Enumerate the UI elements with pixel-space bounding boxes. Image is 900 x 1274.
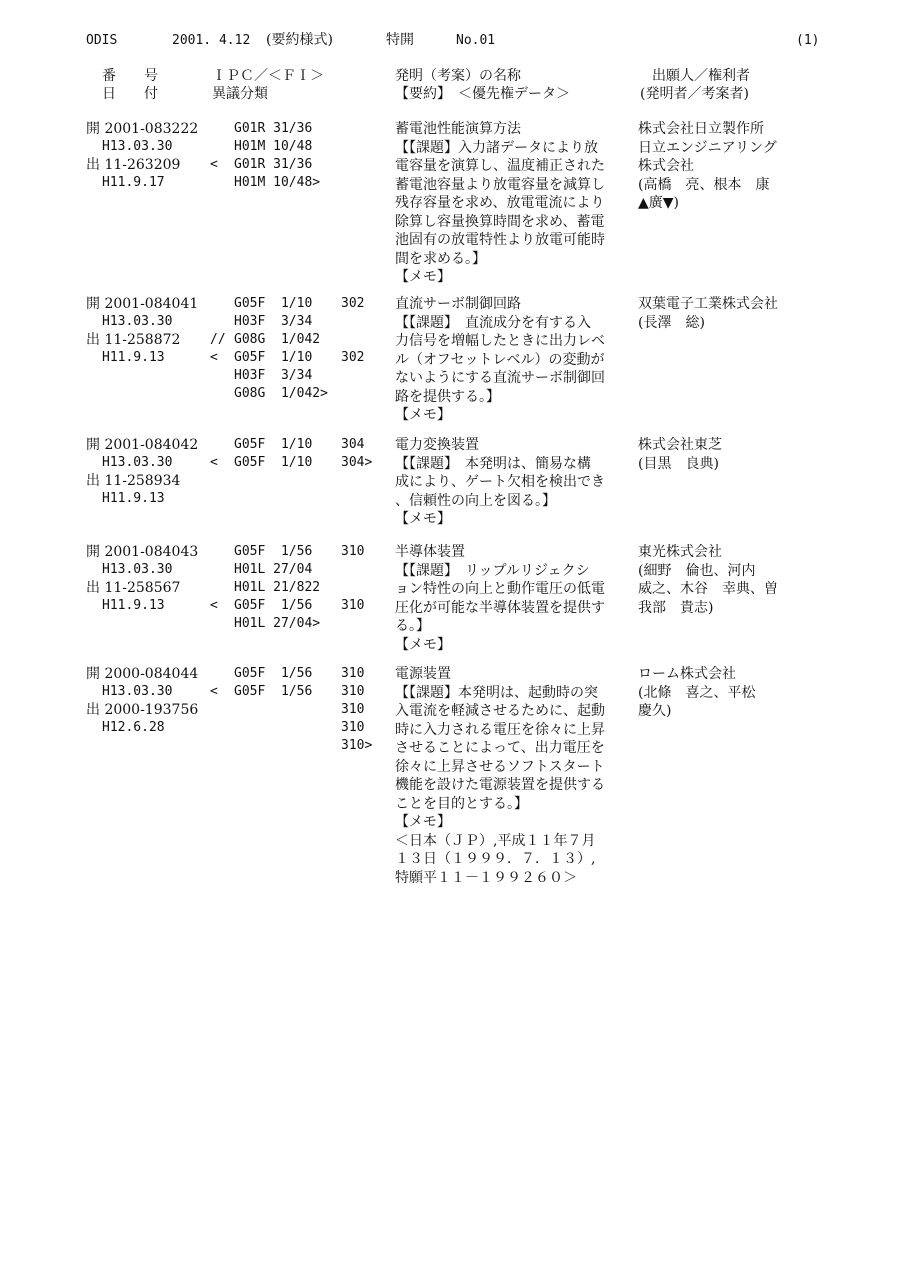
summary-line: 機能を設けた電源装置を提供する — [395, 777, 605, 793]
inventor-line: 威之、木谷 幸典、曽 — [638, 581, 778, 597]
ipc-code: H01L 27/04 — [234, 562, 313, 577]
app-date: H12.6.28 — [102, 720, 165, 735]
ipc-code: G05F 1/56 — [234, 544, 313, 559]
ipc-marker — [210, 295, 226, 313]
summary-line: 成により、ゲート欠相を検出でき — [395, 474, 605, 490]
priority-data-line: 特願平１１－１９９２６０＞ — [395, 869, 577, 886]
pub-number: 開 2001-083222 — [86, 121, 199, 137]
pub-number: 開 2000-084044 — [86, 666, 199, 682]
memo-label: 【メモ】 — [395, 814, 451, 830]
pub-date: H13.03.30 — [102, 684, 173, 699]
ipc-code: G01R 31/36 — [234, 121, 313, 136]
header-system: ODIS — [86, 33, 118, 48]
ipc-marker — [210, 367, 226, 385]
app-date: H11.9.13 — [102, 598, 165, 613]
applicant-line: 日立エンジニアリング — [638, 139, 777, 156]
inventor-line: (目黒 良典) — [638, 455, 719, 472]
ipc-marker: < — [210, 455, 218, 470]
applicant — [638, 120, 813, 213]
priority-data-line: １３日（１９９９．７．１３）, — [395, 851, 596, 867]
summary-line: 【【課題】入力諸データにより放 — [395, 139, 598, 156]
col-number-label: 番 号 — [102, 68, 158, 84]
col-summary-label: 【要約】 ＜優先権データ＞ — [395, 86, 570, 102]
ipc-marker — [210, 665, 218, 683]
ipc-marker — [210, 138, 218, 156]
memo-label: 【メモ】 — [395, 511, 451, 527]
priority-data-line: ＜日本（ＪＰ）,平成１１年７月 — [395, 832, 596, 849]
header-number: No.01 — [456, 33, 496, 48]
inventor-line: (長澤 総) — [638, 314, 705, 331]
inventor-line: 我部 貴志) — [638, 599, 714, 616]
app-number: 出 11-258872 — [86, 332, 181, 348]
ipc-code: G05F 1/10 — [234, 455, 313, 470]
inventor-line: (高橋 亮、根本 康 — [638, 176, 770, 193]
applicant-line: 株式会社 — [638, 158, 694, 174]
ipc-code: G05F 1/56 — [234, 598, 313, 613]
fi-code: 310 — [341, 702, 365, 717]
ipc-markers — [210, 665, 218, 701]
inventor-line: ▲廣▼) — [638, 195, 679, 211]
summary-line: 電容量を演算し、温度補正された — [395, 158, 605, 174]
header-format: (要約様式) — [266, 32, 333, 48]
ipc-code: H03F 3/34 — [234, 368, 313, 383]
fi-codes — [341, 665, 372, 755]
applicant-line: 株式会社日立製作所 — [638, 121, 764, 137]
app-number: 出 11-258934 — [86, 473, 181, 489]
summary-line: 池固有の放電特性より放電可能時 — [395, 232, 605, 248]
applicant — [638, 543, 813, 617]
summary-line: 残存容量を求め、放電電流により — [395, 195, 605, 211]
fi-code: 310 — [341, 544, 365, 559]
fi-code — [341, 615, 364, 633]
fi-code: 302 — [341, 350, 365, 365]
title-summary — [395, 665, 627, 887]
inventor-line: (北條 喜之、平松 — [638, 684, 756, 701]
pub-date: H13.03.30 — [102, 314, 173, 329]
applicant — [638, 295, 813, 332]
fi-code: 310 — [341, 598, 365, 613]
ipc-marker: < — [210, 684, 218, 699]
header-type: 特開 — [386, 32, 414, 48]
app-number: 出 11-263209 — [86, 157, 181, 173]
applicant-line: 双葉電子工業株式会社 — [638, 296, 778, 312]
pub-date: H13.03.30 — [102, 455, 173, 470]
fi-code: 310 — [341, 720, 365, 735]
title-summary — [395, 543, 627, 654]
ipc-code: H01M 10/48 — [234, 139, 313, 154]
ipc-code: H01M 10/48> — [234, 175, 321, 190]
col-inventor-label: (発明者／考案者) — [640, 86, 749, 102]
summary-line: 、信頼性の向上を図る。】 — [395, 492, 556, 509]
summary-line: 【【課題】 直流成分を有する入 — [395, 314, 591, 331]
ipc-code: H01L 21/822 — [234, 580, 321, 595]
ipc-code: G05F 1/10 — [234, 296, 313, 311]
summary-line: ル（オフセットレベル）の変動が — [395, 351, 605, 368]
memo-label: 【メモ】 — [395, 636, 451, 653]
inventor-line: (細野 倫也、河内 — [638, 562, 756, 579]
pub-number: 開 2001-084042 — [86, 437, 199, 453]
summary-line: 時に入力される電圧を徐々に上昇 — [395, 721, 605, 738]
pub-date: H13.03.30 — [102, 562, 173, 577]
ipc-codes — [234, 436, 312, 472]
summary-line: 入電流を軽減させるために、起動 — [395, 703, 605, 719]
summary-line: 蓄電池容量より放電容量を減算し — [395, 176, 605, 193]
inventor-line: 慶久) — [638, 703, 672, 719]
summary-line: 路を提供する。】 — [395, 388, 500, 405]
ipc-code: H03F 3/34 — [234, 314, 313, 329]
fi-code: 304> — [341, 455, 373, 470]
ipc-marker — [210, 174, 218, 192]
app-date: H11.9.17 — [102, 175, 165, 190]
ipc-marker — [210, 561, 218, 579]
summary-line: 力信号を増幅したときに出力レベ — [395, 333, 605, 349]
applicant-line: ローム株式会社 — [638, 666, 736, 682]
summary-line: 除算し容量換算時間を求め、蓄電 — [395, 213, 605, 230]
app-date: H11.9.13 — [102, 350, 165, 365]
summary-line: 【【課題】 本発明は、簡易な構 — [395, 455, 591, 472]
invention-title: 半導体装置 — [395, 544, 465, 560]
title-summary — [395, 120, 627, 287]
ipc-marker — [210, 313, 226, 331]
invention-title: 蓄電池性能演算方法 — [395, 121, 521, 137]
col-date-label: 日 付 — [102, 86, 158, 102]
ipc-code: G05F 1/56 — [234, 684, 313, 699]
memo-label: 【メモ】 — [395, 407, 451, 423]
ipc-markers — [210, 543, 218, 633]
ipc-marker: < — [210, 157, 218, 172]
summary-line: 徐々に上昇させるソフトスタート — [395, 758, 605, 775]
fi-code — [341, 313, 364, 331]
pub-number: 開 2001-084043 — [86, 544, 199, 560]
col-title-label: 発明（考案）の名称 — [395, 68, 521, 84]
ipc-marker — [210, 385, 226, 403]
ipc-marker: < — [210, 350, 218, 365]
ipc-marker — [210, 615, 218, 633]
applicant — [638, 436, 813, 473]
ipc-code: H01L 27/04> — [234, 616, 321, 631]
title-summary — [395, 295, 627, 425]
ipc-code: G05F 1/10 — [234, 437, 313, 452]
ipc-marker — [210, 579, 218, 597]
app-number: 出 11-258567 — [86, 580, 181, 596]
title-summary — [395, 436, 627, 529]
fi-codes — [341, 543, 364, 633]
ipc-marker: // — [210, 332, 226, 347]
memo-label: 【メモ】 — [395, 269, 451, 285]
fi-code — [341, 367, 364, 385]
app-number: 出 2000-193756 — [86, 702, 199, 718]
pub-date: H13.03.30 — [102, 139, 173, 154]
summary-line: ないようにする直流サーボ制御回 — [395, 370, 605, 386]
ipc-marker — [210, 120, 218, 138]
summary-line: ことを目的とする。】 — [395, 795, 528, 812]
pub-number: 開 2001-084041 — [86, 296, 199, 312]
ipc-marker — [210, 543, 218, 561]
col-ipc-label: ＩＰＣ／＜ＦＩ＞ — [212, 68, 324, 84]
invention-title: 直流サーボ制御回路 — [395, 296, 521, 312]
fi-code: 304 — [341, 437, 365, 452]
ipc-markers — [210, 436, 218, 472]
col-ipc-sub-label: 異議分類 — [212, 86, 268, 102]
ipc-code: G05F 1/56 — [234, 666, 313, 681]
col-applicant-label: 出願人／権利者 — [652, 68, 750, 84]
fi-codes — [341, 295, 364, 403]
fi-code: 310> — [341, 738, 373, 753]
summary-line: 【【課題】 リップルリジェクシ — [395, 562, 590, 579]
summary-line: 間を求める。】 — [395, 250, 486, 267]
fi-code — [341, 579, 364, 597]
summary-line: る。】 — [395, 618, 430, 634]
fi-code: 302 — [341, 296, 365, 311]
applicant-line: 東光株式会社 — [638, 544, 722, 560]
invention-title: 電力変換装置 — [395, 437, 479, 453]
summary-line: 圧化が可能な半導体装置を提供す — [395, 599, 605, 616]
header-page: (1) — [796, 33, 820, 48]
ipc-codes — [234, 295, 328, 403]
ipc-codes — [234, 543, 320, 633]
fi-code — [341, 561, 364, 579]
fi-code — [341, 331, 364, 349]
summary-line: ョン特性の向上と動作電圧の低電 — [395, 581, 605, 597]
ipc-codes — [234, 120, 320, 192]
applicant-line: 株式会社東芝 — [638, 437, 722, 453]
summary-line: させることによって、出力電圧を — [395, 740, 605, 756]
ipc-codes — [234, 665, 312, 701]
ipc-markers — [210, 295, 226, 403]
ipc-marker: < — [210, 598, 218, 613]
fi-codes — [341, 436, 372, 472]
invention-title: 電源装置 — [395, 666, 451, 682]
ipc-code: G08G 1/042 — [234, 332, 321, 347]
fi-code: 310 — [341, 684, 365, 699]
summary-line: 【【課題】本発明は、起動時の突 — [395, 684, 598, 701]
fi-code — [341, 385, 364, 403]
ipc-code: G05F 1/10 — [234, 350, 313, 365]
applicant — [638, 665, 813, 721]
header-date: 2001. 4.12 — [172, 33, 251, 48]
fi-code: 310 — [341, 666, 365, 681]
ipc-code: G08G 1/042> — [234, 386, 328, 401]
ipc-code: G01R 31/36 — [234, 157, 313, 172]
ipc-marker — [210, 436, 218, 454]
ipc-markers — [210, 120, 218, 192]
app-date: H11.9.13 — [102, 491, 165, 506]
